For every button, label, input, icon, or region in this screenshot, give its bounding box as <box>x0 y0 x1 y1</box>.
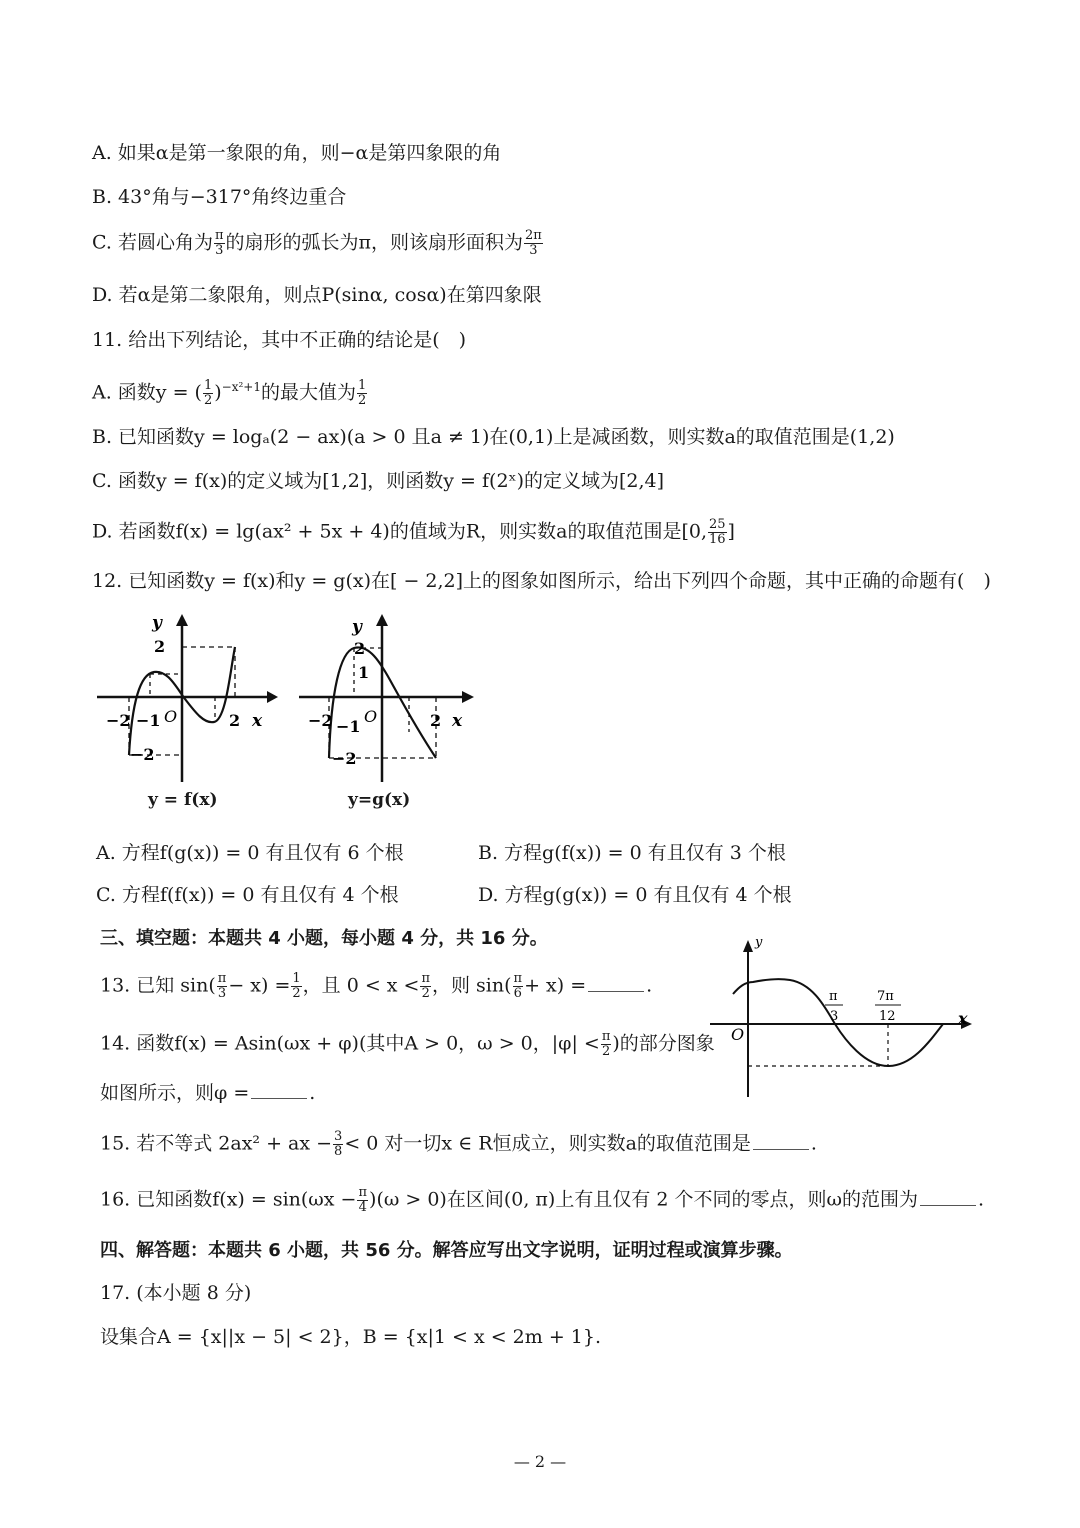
graph-f-y-arrow <box>176 614 188 626</box>
q12-option-a: A. 方程f(g(x)) = 0 有且仅有 6 个根 <box>96 842 404 864</box>
section-4-heading: 四、解答题：本题共 6 小题，共 56 分。解答应写出文字说明，证明过程或演算步骤。 <box>100 1240 793 1261</box>
q14-graph <box>705 932 980 1102</box>
graph-g <box>294 612 484 787</box>
graph-f-x-label: x <box>252 711 263 731</box>
q16-answer-blank[interactable] <box>920 1189 976 1206</box>
graph-f-tick-x2: 2 <box>229 711 241 730</box>
graph-g-y-label: y <box>352 617 362 637</box>
q11-option-a: A. 函数y = ( $\frac{1}{2}$ )$^{-x^2+1}$的最大值为 $\frac{1}{2}$ <box>92 377 367 408</box>
q15: 15. 若不等式 2ax² + ax − $\frac{3}{8}$ < 0 对一切x ∈ R恒成立，则实数a的取值范围是 . <box>100 1129 817 1159</box>
graph-g-tick-1: 1 <box>358 663 370 682</box>
graph-g-tick-2: 2 <box>354 639 366 658</box>
q12-stem: 12. 已知函数y = f(x)和y = g(x)在[ − 2,2]上的图象如图所示，给出下列四个命题，其中正确的命题有( ) <box>92 570 991 592</box>
q17-body: 设集合A = {x||x − 5| < 2}，B = {x|1 < x < 2m + 1}. <box>100 1326 601 1348</box>
graph-f-tick-yneg2: −2 <box>130 745 155 764</box>
graph-f-tick-xneg1: −1 <box>136 711 161 730</box>
q14-tick2-den: 12 <box>879 1009 896 1024</box>
graph-f-x-arrow <box>267 691 278 703</box>
q10-option-a: A. 如果α是第一象限的角，则−α是第四象限的角 <box>92 142 502 164</box>
graph-f-tick-xneg2: −2 <box>106 711 131 730</box>
q11-option-b: B. 已知函数y = logₐ(2 − ax)(a > 0 且a ≠ 1)在(0,1)上是减函数，则实数a的取值范围是(1,2) <box>92 426 895 448</box>
q12-option-c: C. 方程f(f(x)) = 0 有且仅有 4 个根 <box>96 884 399 906</box>
graph-g-tick-xneg1: −1 <box>336 717 361 736</box>
q13: 13. 已知 sin( $\frac{\pi}{3}$ − x) = $\frac{1}{2}$ ，且 0 < x < $\frac{\pi}{2}$ ，则 sin( $\frac{\pi}{6}$ + x) = . <box>100 971 653 1001</box>
q10-option-d: D. 若α是第二象限角，则点P(sinα, cosα)在第四象限 <box>92 284 542 306</box>
q15-answer-blank[interactable] <box>753 1133 809 1150</box>
q11-option-c: C. 函数y = f(x)的定义域为[1,2]，则函数y = f(2ˣ)的定义域为[2,4] <box>92 470 665 492</box>
graph-f-caption: y = f(x) <box>148 790 218 810</box>
graph-g-y-arrow <box>376 614 388 626</box>
graph-f <box>92 612 282 787</box>
q14-tick2-num: 7π <box>877 989 894 1004</box>
graph-g-origin: O <box>364 707 378 726</box>
q11-stem: 11. 给出下列结论，其中不正确的结论是( ) <box>92 329 467 351</box>
q14-tick1-den: 3 <box>830 1009 839 1024</box>
q11-option-d: D. 若函数f(x) = lg(ax² + 5x + 4)的值域为R，则实数a的取值范围是[0, $\frac{25}{16}$ ] <box>92 517 735 547</box>
graph-f-y-label: y <box>152 613 162 633</box>
q14-tick1-num: π <box>829 989 838 1004</box>
graph-g-x-label: x <box>452 711 463 731</box>
q14-answer-blank[interactable] <box>251 1082 307 1099</box>
q14-origin: O <box>731 1025 745 1044</box>
graph-g-tick-yneg2: −2 <box>332 749 357 768</box>
graph-g-caption: y=g(x) <box>348 790 411 810</box>
q14-y-arrow <box>743 940 753 952</box>
graph-g-tick-xneg2: −2 <box>308 711 333 730</box>
q12-option-b: B. 方程g(f(x)) = 0 有且仅有 3 个根 <box>478 842 786 864</box>
q14-line2: 如图所示，则φ = . <box>100 1082 316 1104</box>
q14: 14. 函数f(x) = Asin(ωx + φ)(其中A > 0，ω > 0，|φ| < $\frac{\pi}{2}$ )的部分图象 <box>100 1029 715 1059</box>
q13-answer-blank[interactable] <box>588 975 644 992</box>
page-number: — 2 — <box>513 1452 567 1471</box>
q14-x-label: x <box>958 1009 968 1028</box>
q12-option-d: D. 方程g(g(x)) = 0 有且仅有 4 个根 <box>478 884 792 906</box>
graph-g-x-arrow <box>462 691 474 703</box>
q10-option-c: C. 若圆心角为 $\frac{\pi}{3}$ 的扇形的弧长为π，则该扇形面积为 $\frac{2\pi}{3}$ <box>92 228 542 258</box>
q10-option-b: B. 43°角与−317°角终边重合 <box>92 186 347 208</box>
graph-f-origin: O <box>164 707 178 726</box>
graph-g-tick-x2: 2 <box>430 711 442 730</box>
graph-f-tick-2: 2 <box>154 637 166 656</box>
section-3-heading: 三、填空题：本题共 4 小题，每小题 4 分，共 16 分。 <box>100 928 548 949</box>
q16: 16. 已知函数f(x) = sin(ωx − $\frac{\pi}{4}$ )(ω > 0)在区间(0, π)上有且仅有 2 个不同的零点，则ω的范围为 . <box>100 1185 985 1215</box>
q17-heading: 17. (本小题 8 分) <box>100 1282 252 1304</box>
q14-y-label: y <box>755 935 763 950</box>
